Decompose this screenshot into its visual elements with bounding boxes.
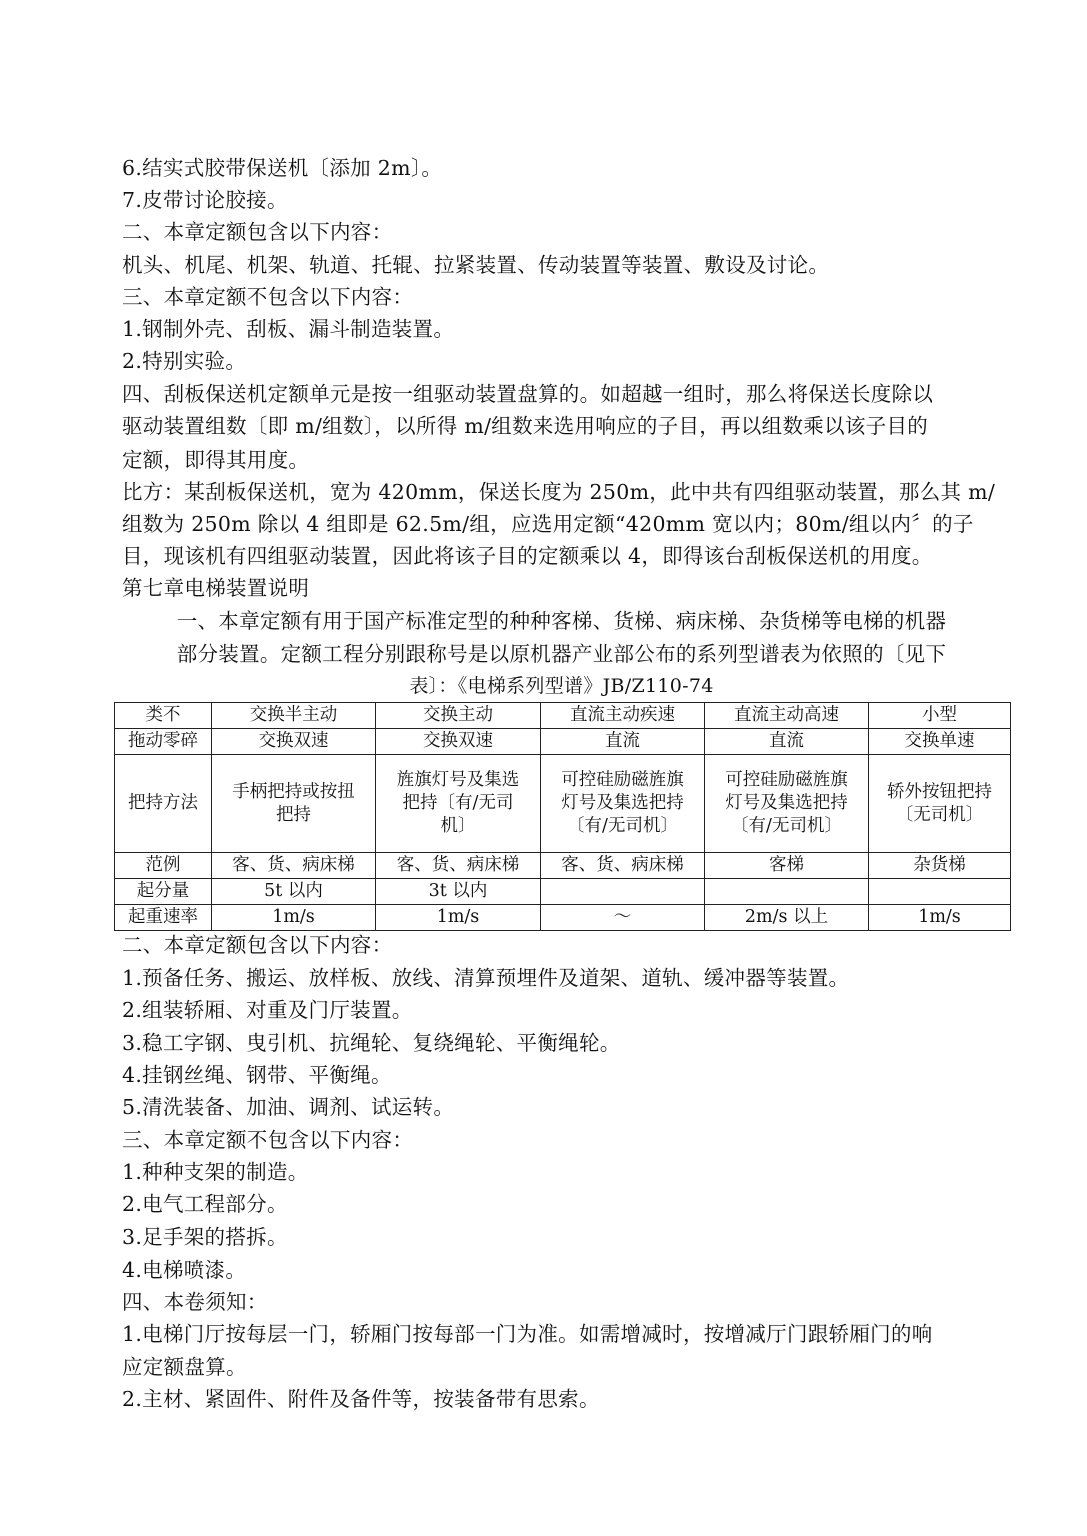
table-cell: 1m/s [376, 905, 541, 931]
paragraph-line: 四、刮板保送机定额单元是按一组驱动装置盘算的。如超越一组时，那么将保送长度除以 [122, 382, 934, 406]
text-line: 1.预备任务、搬运、放样板、放线、清算预埋件及道架、道轨、缓冲器等装置。 [122, 966, 850, 990]
table-cell: 客梯 [705, 853, 869, 879]
table-cell: 起分量 [115, 879, 212, 905]
text-line: 4.挂钢丝绳、钢带、平衡绳。 [122, 1063, 392, 1087]
table-header-cell: 类不 [115, 703, 212, 729]
text-line: 7.皮带讨论胶接。 [122, 188, 288, 212]
chapter-heading: 第七章电梯装置说明 [122, 576, 310, 600]
text-line: 2.特别实验。 [122, 349, 247, 373]
table-row [115, 905, 1011, 931]
text-line: 6.结实式胶带保送机〔添加 2m〕。 [122, 156, 443, 180]
section-heading: 二、本章定额包含以下内容： [122, 220, 393, 244]
table-row [115, 853, 1011, 879]
table-cell: 把持方法 [115, 755, 212, 853]
table-cell: 交换双速 [212, 729, 376, 755]
table-cell: 拖动零碎 [115, 729, 212, 755]
section-heading: 四、本卷须知： [122, 1290, 268, 1314]
table-cell: 客、货、病床梯 [541, 853, 705, 879]
table-cell: ～ [541, 905, 705, 931]
table-cell [705, 879, 869, 905]
text-line: 5.清洗装备、加油、调剂、试运转。 [122, 1095, 455, 1119]
table-cell [541, 879, 705, 905]
paragraph-line: 驱动装置组数〔即 m/组数〕，以所得 m/组数来选用响应的子目，再以组数乘以该子目的 [122, 414, 929, 438]
text-line: 4.电梯喷漆。 [122, 1258, 247, 1282]
text-line: 2.组装轿厢、对重及门厅装置。 [122, 998, 413, 1022]
table-cell: 可控硅励磁旌旗灯号及集选把持〔有/无司机〕 [705, 755, 869, 853]
table-row [115, 755, 1011, 853]
table-cell: 客、货、病床梯 [376, 853, 541, 879]
table-cell: 范例 [115, 853, 212, 879]
intro-line: 部分装置。定额工程分别跟称号是以原机器产业部公布的系列型谱表为依照的〔见下 [176, 642, 947, 666]
table-row [115, 729, 1011, 755]
table-cell: 交换双速 [376, 729, 541, 755]
section-heading: 二、本章定额包含以下内容： [122, 933, 393, 957]
text-line: 2.主材、紧固件、附件及备件等，按装备带有思索。 [122, 1387, 600, 1411]
text-line: 2.电气工程部分。 [122, 1192, 288, 1216]
text-line: 1.钢制外壳、刮板、漏斗制造装置。 [122, 317, 455, 341]
paragraph-line: 组数为 250m 除以 4 组即是 62.5m/组，应选用定额“420mm 宽以内；80m/组以内〞的子 [122, 512, 974, 536]
table-cell: 5t 以内 [212, 879, 376, 905]
paragraph-line: 定额，即得其用度。 [122, 448, 310, 472]
table-cell: 杂货梯 [869, 853, 1011, 879]
text-line: 1.种种支架的制造。 [122, 1160, 309, 1184]
table-cell: 交换单速 [869, 729, 1011, 755]
table-header-cell: 直流主动高速 [705, 703, 869, 729]
section-heading: 三、本章定额不包含以下内容： [122, 1128, 414, 1152]
table-cell: 旌旗灯号及集选把持〔有/无司机〕 [376, 755, 541, 853]
intro-line: 一、本章定额有用于国产标准定型的种种客梯、货梯、病床梯、杂货梯等电梯的机器 [176, 609, 947, 633]
table-cell: 轿外按钮把持〔无司机〕 [869, 755, 1011, 853]
text-line: 3.足手架的搭拆。 [122, 1225, 288, 1249]
text-line: 3.稳工字钢、曳引机、抗绳轮、复绕绳轮、平衡绳轮。 [122, 1031, 621, 1055]
table-caption: 表〕：《电梯系列型谱》JB/Z110-74 [409, 675, 714, 697]
table-cell: 起重速率 [115, 905, 212, 931]
paragraph-line: 目，现该机有四组驱动装置，因此将该子目的定额乘以 4，即得该台刮板保送机的用度。 [122, 544, 933, 568]
paragraph-line: 比方：某刮板保送机，宽为 420mm，保送长度为 250m，此中共有四组驱动装置，那么其 m/ [122, 480, 996, 504]
paragraph-line: 1.电梯门厅按每层一门，轿厢门按每部一门为准。如需增减时，按增减厅门跟轿厢门的响 [122, 1322, 933, 1346]
table-cell: 可控硅励磁旌旗灯号及集选把持〔有/无司机〕 [541, 755, 705, 853]
table-header-cell: 交换半主动 [212, 703, 376, 729]
paragraph-line: 应定额盘算。 [122, 1355, 247, 1379]
table-row [115, 879, 1011, 905]
table-cell: 手柄把持或按扭把持 [212, 755, 376, 853]
elevator-series-table [114, 702, 1011, 931]
table-cell [869, 879, 1011, 905]
table-cell: 直流 [705, 729, 869, 755]
text-line: 机头、机尾、机架、轨道、托辊、拉紧装置、传动装置等装置、敷设及讨论。 [122, 253, 830, 277]
section-heading: 三、本章定额不包含以下内容： [122, 285, 414, 309]
table-header-cell: 交换主动 [376, 703, 541, 729]
table-header-cell: 小型 [869, 703, 1011, 729]
table-cell: 3t 以内 [376, 879, 541, 905]
table-cell: 2m/s 以上 [705, 905, 869, 931]
table-header-cell: 直流主动疾速 [541, 703, 705, 729]
table-cell: 1m/s [869, 905, 1011, 931]
table-cell: 直流 [541, 729, 705, 755]
table-cell: 客、货、病床梯 [212, 853, 376, 879]
table-row [115, 703, 1011, 729]
table-cell: 1m/s [212, 905, 376, 931]
